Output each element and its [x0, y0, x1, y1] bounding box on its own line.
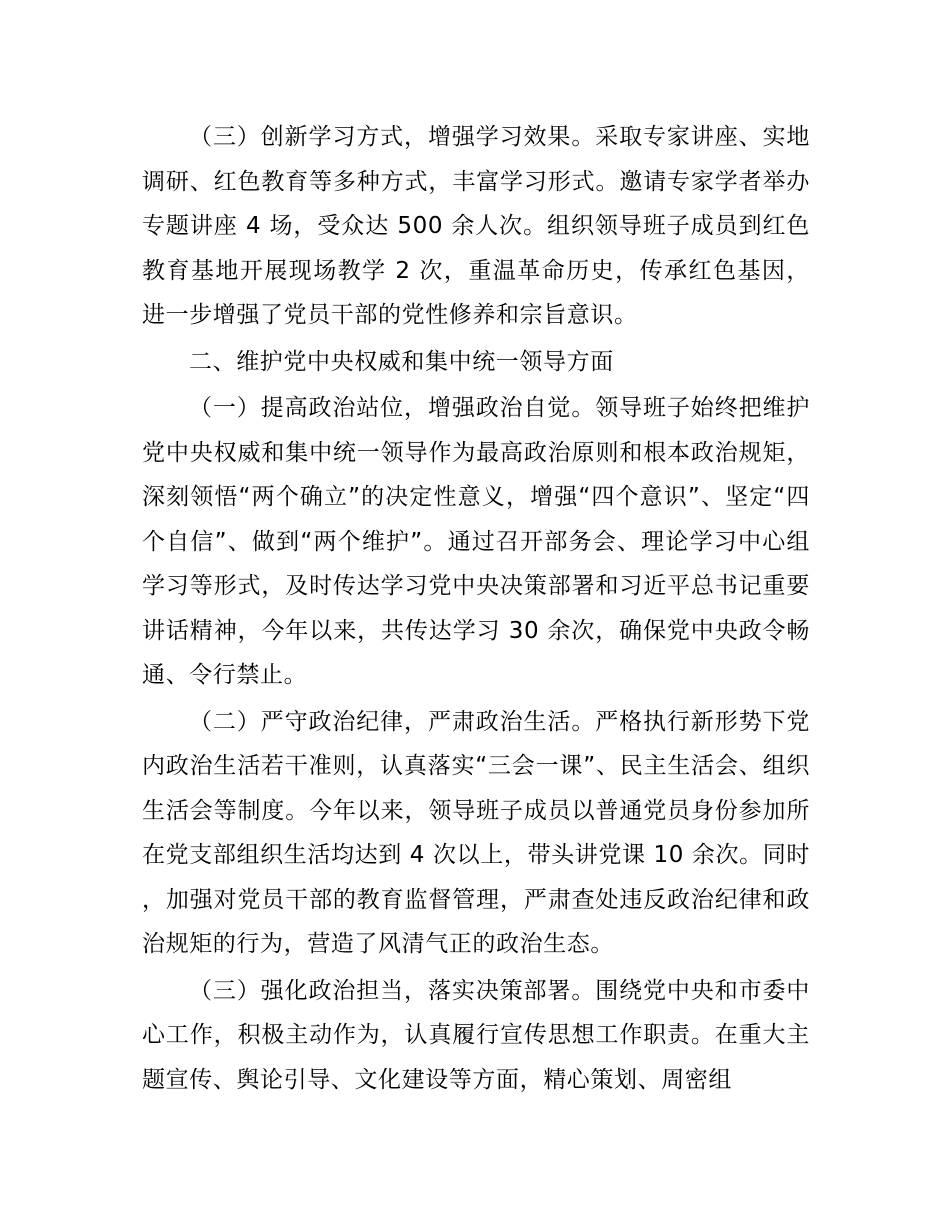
paragraph-political-standing: （一）提高政治站位，增强政治自觉。领导班子始终把维护党中央权威和集中统一领导作为最高政治原则和根本政治规矩，深刻领悟“两个确立”的决定性意义，增强“四个意识”、坚定“四个自信”、做到“两个维护”。通过召开部务会、理论学习中心组学习等形式，及时传达学习党中央决策部署和习近平总书记重要讲话精神，今年以来，共传达学习 30 余次，确保党中央政令畅通、令行禁止。	[142, 395, 810, 688]
document-body	[142, 115, 810, 1102]
paragraph-political-responsibility: （三）强化政治担当，落实决策部署。围绕党中央和市委中心工作，积极主动作为，认真履行宣传思想工作职责。在重大主题宣传、舆论引导、文化建设等方面，精心策划、周密组	[142, 977, 810, 1093]
paragraph-innovate-learning: （三）创新学习方式，增强学习效果。采取专家讲座、实地调研、红色教育等多种方式，丰富学习形式。邀请专家学者举办专题讲座 4 场，受众达 500 余人次。组织领导班子成员到红色教育基地开展现场教学 2 次，重温革命历史，传承红色基因，进一步增强了党员干部的党性修养和宗旨意识。	[142, 124, 810, 328]
paragraph-political-discipline: （二）严守政治纪律，严肃政治生活。严格执行新形势下党内政治生活若干准则，认真落实“三会一课”、民主生活会、组织生活会等制度。今年以来，领导班子成员以普通党员身份参加所在党支部组织生活均达到 4 次以上，带头讲党课 10 余次。同时，加强对党员干部的教育监督管理，严肃查处违反政治纪律和政治规矩的行为，营造了风清气正的政治生态。	[142, 708, 810, 957]
section-heading-two: 二、维护党中央权威和集中统一领导方面	[189, 348, 614, 375]
